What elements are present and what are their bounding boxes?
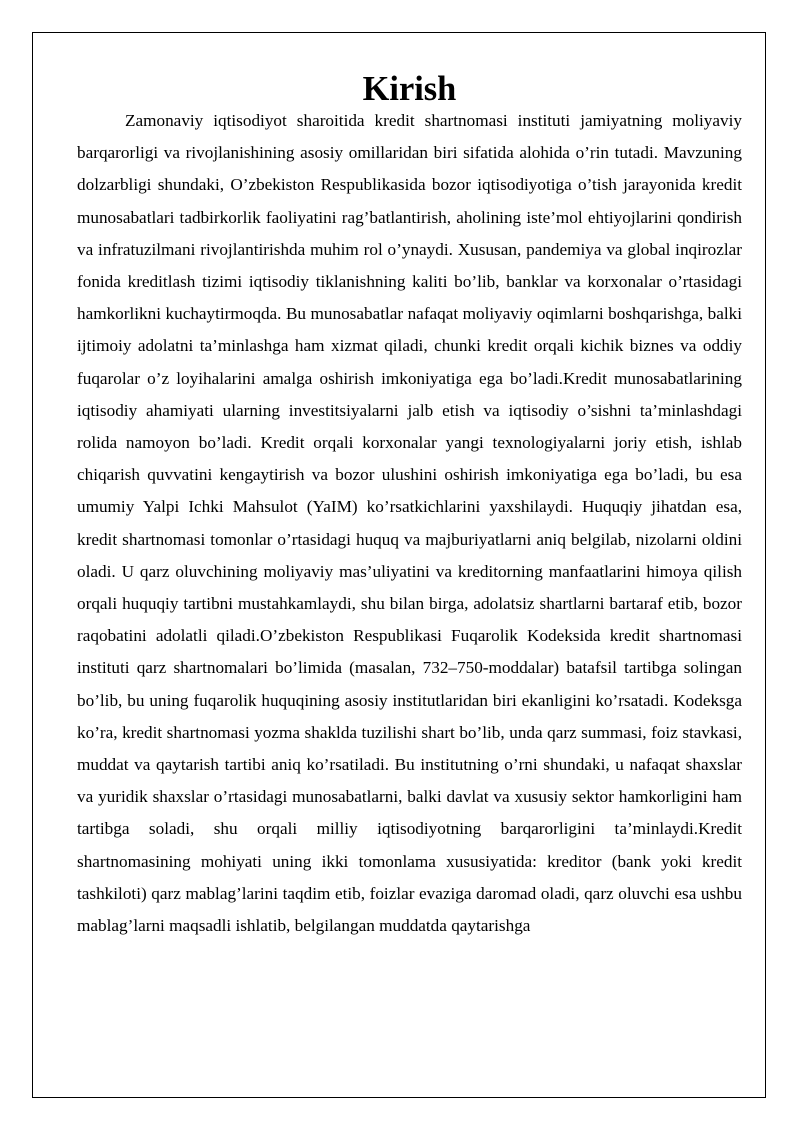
body-paragraph: Zamonaviy iqtisodiyot sharoitida kredit shartnomasi instituti jamiyatning moliyaviy barqarorligi va rivojlanishining asosiy omillaridan biri sifatida alohida o’rin tutadi. Mavzuning dolzarbligi shundaki, O’zbekiston Respublikasida bozor iqtisodiyotiga o’tish jarayonida kredit munosabatlari tadbirkorlik faoliyatini rag’batlantirish, aholining iste’mol ehtiyojlarini qondirish va infratuzilmani rivojlantirishda muhim rol o’ynaydi. Xususan, pandemiya va global inqirozlar fonida kreditlash tizimi iqtisodiy tiklanishning kaliti bo’lib, banklar va korxonalar o’rtasidagi hamkorlikni kuchaytirmoqda. Bu munosabatlar nafaqat moliyaviy oqimlarni boshqarishga, balki ijtimoiy adolatni ta’minlashga ham xizmat qiladi, chunki kredit orqali kichik biznes va oddiy fuqarolar o’z loyihalarini amalga oshirish imkoniyatiga ega bo’ladi.Kredit munosabatlarining iqtisodiy ahamiyati ularning investitsiyalarni jalb etish va iqtisodiy o’sishni ta’minlashdagi rolida namoyon bo’ladi. Kredit orqali korxonalar yangi texnologiyalarni joriy etish, ishlab chiqarish quvvatini kengaytirish va bozor ulushini oshirish imkoniyatiga ega bo’ladi, bu esa umumiy Yalpi Ichki Mahsulot (YaIM) ko’rsatkichlarini yaxshilaydi. Huquqiy jihatdan esa, kredit shartnomasi tomonlar o’rtasidagi huquq va majburiyatlarni aniq belgilab, nizolarni oldini oladi. U qarz oluvchining moliyaviy mas’uliyatini va kreditorning manfaatlarini himoya qilish orqali huquqiy tartibni mustahkamlaydi, shu bilan birga, adolatsiz shartlarni bartaraf etib, bozor raqobatini adolatli qiladi.O’zbekiston Respublikasi Fuqarolik Kodeksida kredit shartnomasi instituti qarz shartnomalari bo’limida (masalan, 732–750-moddalar) batafsil tartibga solingan bo’lib, bu uning fuqarolik huquqining asosiy institutlaridan biri ekanligini ko’rsatadi. Kodeksga ko’ra, kredit shartnomasi yozma shaklda tuzilishi shart bo’lib, unda qarz summasi, foiz stavkasi, muddat va qaytarish tartibi aniq ko’rsatiladi. Bu institutning o’rni shundaki, u nafaqat shaxslar va yuridik shaxslar o’rtasidagi munosabatlarni, balki davlat va xususiy sektor hamkorligini ham tartibga soladi, shu orqali milliy iqtisodiyotning barqarorligini ta’minlaydi.Kredit shartnomasining mohiyati uning ikki tomonlama xususiyatida: kreditor (bank yoki kredit tashkiloti) qarz mablag’larini taqdim etib, foizlar evaziga daromad oladi, qarz oluvchi esa ushbu mablag’larni maqsadli ishlatib, belgilangan muddatda qaytarishga <box>77 111 742 936</box>
document-title: Kirish <box>362 70 457 108</box>
document-body <box>77 70 742 942</box>
